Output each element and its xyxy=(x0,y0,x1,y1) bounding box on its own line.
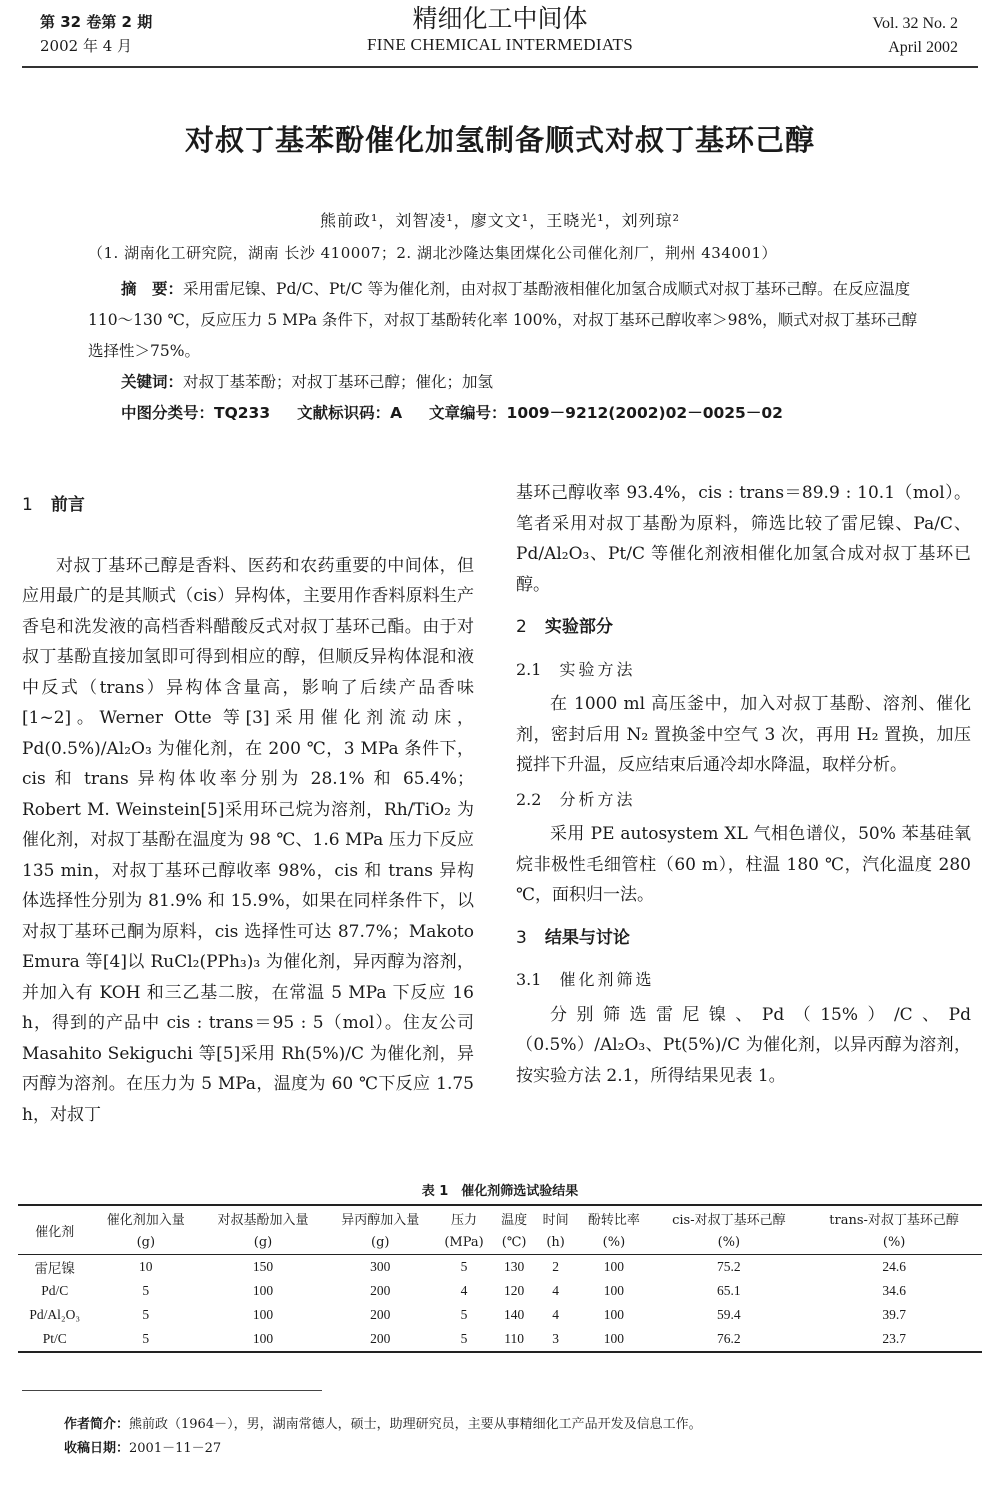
section-2-heading: 2 实验部分 xyxy=(516,617,613,637)
table-unit-cell: (g) xyxy=(136,1234,156,1250)
abstract-paragraph xyxy=(88,274,918,367)
footnote-rule xyxy=(22,1390,322,1391)
volume-en: Vol. 32 No. 2 xyxy=(872,15,958,32)
table-cell: 200 xyxy=(370,1283,391,1298)
table-cell: 雷尼镍 xyxy=(34,1261,75,1276)
section-2-1-text: 在 1000 ml 高压釜中，加入对叔丁基酚、溶剂、催化剂，密封后用 N₂ 置换釜中空气 3 次，再用 H₂ 置换，加压搅拌下升温，反应结束后通冷却水降温，取样分析。 xyxy=(516,694,971,775)
abstract-text: 采用雷尼镍、Pd/C、Pt/C 等为催化剂，由对叔丁基酚液相催化加氢合成顺式对叔丁基环己醇。在反应温度 110～130 ℃，反应压力 5 MPa 条件下，对叔丁基酚转化率 100%，对叔丁基环己醇收率＞98%，顺式对叔丁基环己醇选择性＞75%。 xyxy=(88,280,918,360)
classification-line xyxy=(88,398,918,429)
table-header-cell: 压力 xyxy=(451,1212,478,1228)
keywords-label: 关键词： xyxy=(121,373,184,391)
table-header-cell: 催化剂加入量 xyxy=(106,1212,185,1228)
table-unit-cell: (g) xyxy=(253,1234,273,1250)
table-cell: 3 xyxy=(552,1331,559,1346)
table-unit-cell: (MPa) xyxy=(444,1234,484,1250)
section-2-1-heading: 2.1 实验方法 xyxy=(516,659,636,679)
section-2-2-heading: 2.2 分析方法 xyxy=(516,789,636,809)
table-header-cell: 对叔基酚加入量 xyxy=(217,1212,309,1228)
table-row xyxy=(18,1255,982,1280)
table-cell: 39.7 xyxy=(882,1307,906,1322)
affiliations: （1. 湖南化工研究院，湖南 长沙 410007；2. 湖北沙隆达集团煤化公司催化剂厂，荆州 434001） xyxy=(88,244,777,262)
table-cell: 200 xyxy=(370,1307,391,1322)
date-cn: 2002 年 4 月 xyxy=(40,37,133,55)
volume-cn: 第 32 卷第 2 期 xyxy=(40,13,153,31)
received-date xyxy=(64,1437,702,1461)
table-cell: 23.7 xyxy=(882,1331,906,1346)
doc-code-value: A xyxy=(390,404,403,422)
received-date-text: 2001－11－27 xyxy=(129,1441,222,1456)
clc-value: TQ233 xyxy=(214,404,271,422)
table-cell: 5 xyxy=(142,1283,150,1298)
table-unit-cell: (g) xyxy=(371,1234,390,1250)
header-right xyxy=(873,12,959,60)
date-en: April 2002 xyxy=(888,39,958,56)
table-cell: 5 xyxy=(142,1331,150,1346)
clc-label: 中图分类号： xyxy=(121,404,215,422)
table-cell: 4 xyxy=(552,1307,559,1322)
table-header-cell: cis-对叔丁基环己醇 xyxy=(672,1212,786,1228)
journal-name-en: FINE CHEMICAL INTERMEDIATS xyxy=(367,35,633,54)
table-header-cell: 异丙醇加入量 xyxy=(341,1212,420,1228)
section-3-1-heading: 3.1 催化剂筛选 xyxy=(516,970,655,989)
section-3-1-text: 分别筛选雷尼镍、Pd（15%）/C、Pd（0.5%）/Al₂O₃、Pt(5%)/C 为催化剂，以异丙醇为溶剂，按实验方法 2.1，所得结果见表 1。 xyxy=(516,1004,971,1086)
section-1-heading: 1 前言 xyxy=(22,495,85,515)
table-cell: 100 xyxy=(603,1259,625,1274)
article-no-value: 1009－9212(2002)02－0025－02 xyxy=(506,404,783,422)
table-cell: 100 xyxy=(252,1307,274,1322)
keywords-line xyxy=(88,367,918,398)
table-cell: 4 xyxy=(460,1283,468,1298)
journal-name xyxy=(0,4,1000,56)
table-cell: 2 xyxy=(552,1259,559,1274)
table-cell: 76.2 xyxy=(717,1331,741,1346)
catalyst-screening-table xyxy=(18,1204,982,1353)
table-cell: 140 xyxy=(504,1307,525,1322)
body-left-column xyxy=(22,478,474,1130)
table-cell: 120 xyxy=(504,1283,525,1298)
table-cell: 100 xyxy=(603,1283,625,1298)
table-cell: 59.4 xyxy=(717,1307,741,1322)
table-cell: 24.6 xyxy=(882,1259,906,1274)
author-bio-label: 作者简介： xyxy=(64,1417,130,1432)
received-date-label: 收稿日期： xyxy=(64,1441,130,1456)
table-row xyxy=(18,1279,982,1303)
table-header-cell: trans-对叔丁基环己醇 xyxy=(829,1212,959,1228)
table-cell: 100 xyxy=(603,1307,625,1322)
table-unit-cell: (℃) xyxy=(501,1234,527,1250)
table-row xyxy=(18,1303,982,1327)
table-cell: 75.2 xyxy=(717,1259,741,1274)
table-caption: 表 1 催化剂筛选试验结果 xyxy=(421,1184,579,1199)
table-unit-row xyxy=(18,1230,982,1255)
table-cell: 65.1 xyxy=(717,1283,741,1298)
keywords-text: 对叔丁基苯酚；对叔丁基环己醇；催化；加氢 xyxy=(183,373,494,391)
table-cell: 300 xyxy=(370,1259,391,1274)
abstract-block xyxy=(88,274,918,429)
table-unit-cell: (%) xyxy=(602,1234,626,1250)
table-cell: Pd/Al₂O₃ xyxy=(29,1307,81,1322)
table-cell: Pt/C xyxy=(42,1331,67,1346)
table-unit-cell: (%) xyxy=(717,1234,741,1250)
author-list: 熊前政¹，刘智凌¹，廖文文¹，王晓光¹，刘列琼² xyxy=(319,211,681,230)
results-table-wrapper xyxy=(18,1204,982,1353)
article-no-field xyxy=(429,404,783,422)
clc-field xyxy=(121,404,270,422)
section-1-paragraph-continued: 基环己醇收率 93.4%，cis : trans＝89.9 : 10.1（mol）。笔者采用对叔丁基酚为原料，筛选比较了雷尼镍、Pa/C、Pd/Al₂O₃、Pt/C 等催化剂液相催化加氢合成对叔丁基环已醇。 xyxy=(516,483,971,595)
table-cell: 100 xyxy=(252,1331,274,1346)
author-bio-text: 熊前政（1964－），男，湖南常德人，硕士，助理研究员，主要从事精细化工产品开发及信息工作。 xyxy=(129,1417,702,1432)
table-unit-cell: (h) xyxy=(546,1234,565,1250)
table-header-row xyxy=(18,1205,982,1230)
table-cell: 130 xyxy=(504,1259,525,1274)
table-header-cell: 催化剂 xyxy=(35,1224,75,1240)
table-header-cell: 酚转比率 xyxy=(587,1212,640,1228)
table-cell: 5 xyxy=(460,1307,468,1322)
section-2-2-text: 采用 PE autosystem XL 气相色谱仪，50% 苯基硅氧烷非极性毛细管柱（60 m），柱温 180 ℃，汽化温度 280 ℃，面积归一法。 xyxy=(516,824,971,905)
table-header-cell: 温度 xyxy=(501,1212,528,1228)
table-unit-cell: (%) xyxy=(882,1234,906,1250)
header-rule xyxy=(22,66,978,68)
table-cell: 110 xyxy=(504,1331,525,1346)
doc-code-label: 文献标识码： xyxy=(297,404,391,422)
table-cell: 4 xyxy=(552,1283,559,1298)
table-cell: 5 xyxy=(460,1259,468,1274)
paper-title: 对叔丁基苯酚催化加氢制备顺式对叔丁基环己醇 xyxy=(184,123,815,157)
doc-code-field xyxy=(297,404,402,422)
table-cell: 34.6 xyxy=(882,1283,906,1298)
table-cell: 200 xyxy=(370,1331,391,1346)
table-row xyxy=(18,1327,982,1352)
table-cell: 150 xyxy=(252,1259,274,1274)
table-header-cell: 时间 xyxy=(542,1212,569,1228)
body-right-column xyxy=(516,478,971,1091)
table-cell: 5 xyxy=(460,1331,468,1346)
article-no-label: 文章编号： xyxy=(429,404,507,422)
abstract-label: 摘 要： xyxy=(121,280,184,298)
table-cell: 100 xyxy=(603,1331,625,1346)
section-3-heading: 3 结果与讨论 xyxy=(516,927,630,948)
table-cell: 10 xyxy=(139,1259,153,1274)
table-cell: 100 xyxy=(252,1283,274,1298)
table-cell: 5 xyxy=(142,1307,150,1322)
table-cell: Pd/C xyxy=(41,1283,69,1298)
author-bio xyxy=(64,1413,702,1437)
footnotes xyxy=(64,1413,702,1461)
journal-name-cn: 精细化工中间体 xyxy=(412,4,588,33)
section-1-paragraph: 对叔丁基环己醇是香料、医药和农药重要的中间体，但应用最广的是其顺式（cis）异构体，主要用作香料原料生产香皂和洗发液的高档香料醋酸反式对叔丁基环己酯。由于对叔丁基酚直接加氢即可得到相应的醇，但顺反异构体混和液中反式（trans）异构体含量高，影响了后续产品香味[1~2]。Werner Otte 等[3]采用催化剂流动床，Pd(0.5%)/Al₂O₃ 为催化剂，在 200 ℃，3 MPa 条件下，cis 和 trans 异构体收率分别为 28.1% 和 65.4%；Robert M. Weinstein[5]采用环己烷为溶剂，Rh/TiO₂ 为催化剂，对叔丁基酚在温度为 98 ℃、1.6 MPa 压力下反应 135 min，对叔丁基环己醇收率 98%，cis 和 trans 异构体选择性分别为 81.9% 和 15.9%，如果在同样条件下，以对叔丁基环己酮为原料，cis 选择性可达 87.7%；Makoto Emura 等[4]以 RuCl₂(PPh₃)₃ 为催化剂，异丙醇为溶剂，并加入有 KOH 和三乙基二胺，在常温 5 MPa 下反应 16 h，得到的产品中 cis : trans＝95 : 5（mol）。住友公司 Masahito Sekiguchi 等[5]采用 Rh(5%)/C 为催化剂，异丙醇为溶剂。在压力为 5 MPa，温度为 60 ℃下反应 1.75 h，对叔丁 xyxy=(22,555,474,1125)
